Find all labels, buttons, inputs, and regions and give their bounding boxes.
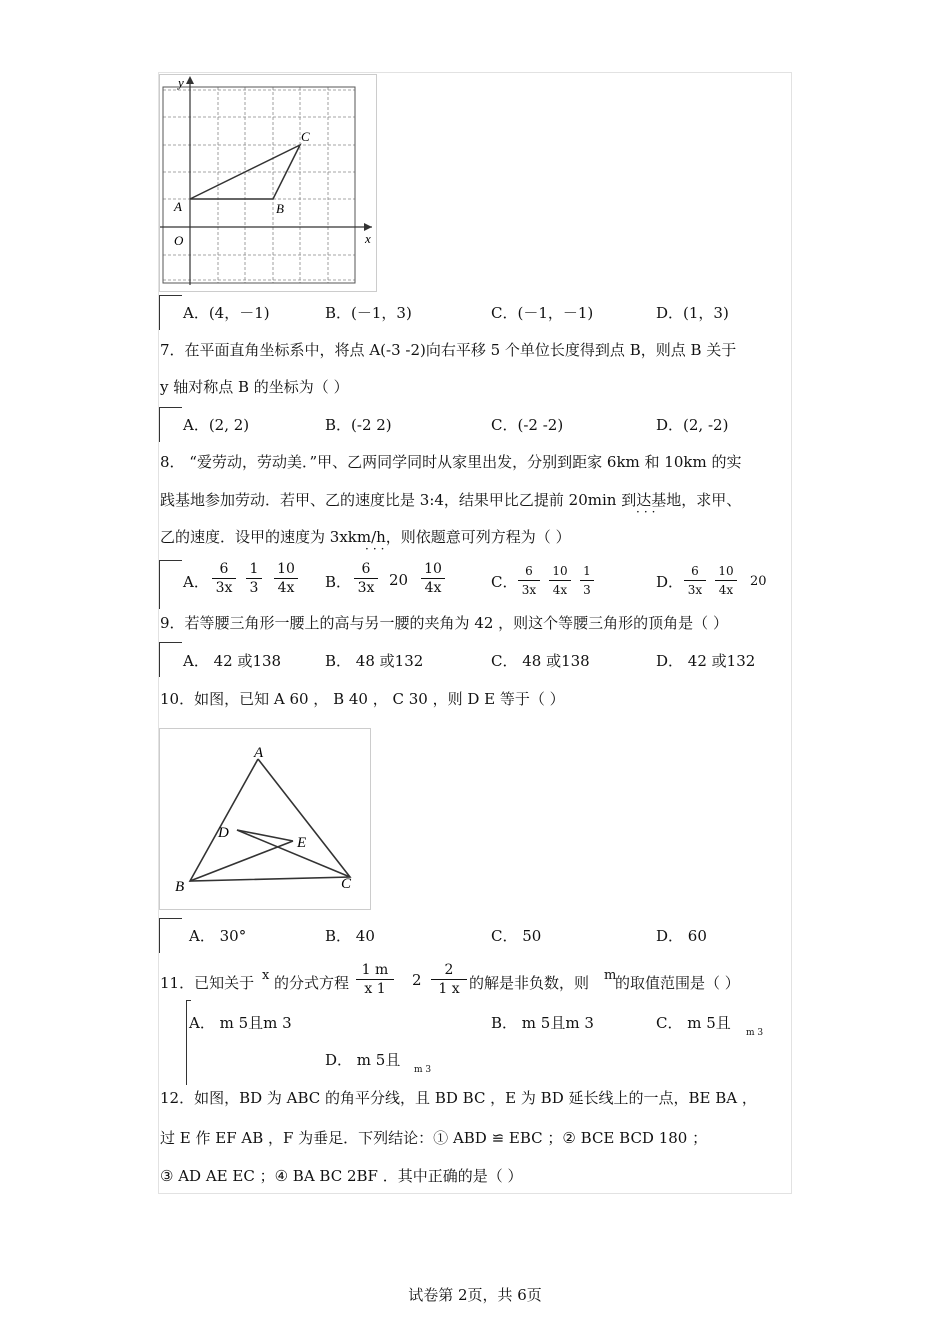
options-bracket <box>159 407 182 442</box>
q9-option-b[interactable]: B． 48 或132 <box>325 652 424 670</box>
stem-text: 的取值范围是（ ） <box>615 974 740 992</box>
fraction <box>684 563 706 598</box>
q7-option-c[interactable]: C．(-2 -2) <box>491 416 564 434</box>
vertex-a-label: A <box>254 745 264 761</box>
denominator: 4x <box>424 580 442 596</box>
fraction <box>274 561 298 596</box>
q12-stem-line3: ③ AD AE EC ；④ BA BC 2BF ．其中正确的是（ ） <box>160 1167 523 1185</box>
denominator: 3x <box>215 580 233 596</box>
options-bracket <box>159 918 182 953</box>
option-label: B． <box>325 573 352 591</box>
variable-m: m <box>604 968 617 983</box>
q12-stem-line1: 12．如图，BD 为 ABC 的角平分线，且 BD BC ，E 为 BD 延长线上的一点，BE BA ， <box>160 1089 757 1107</box>
fraction <box>246 561 262 596</box>
denominator: 4x <box>277 580 295 596</box>
fraction <box>715 563 737 598</box>
q10-option-a[interactable]: A． 30° <box>189 927 247 945</box>
fraction <box>421 561 445 596</box>
q10-option-c[interactable]: C． 50 <box>491 927 542 945</box>
q9-stem: 9．若等腰三角形一腰上的高与另一腰的夹角为 42 ，则这个等腰三角形的顶角是（ ） <box>160 614 728 632</box>
y-label: y <box>178 75 184 90</box>
option-subscript: m 3 <box>746 1028 764 1038</box>
point-c-label: C <box>301 129 310 144</box>
q7-stem-line1: 7．在平面直角坐标系中，将点 A(-3 -2)向右平移 5 个单位长度得到点 B，则点 B 关于 <box>160 341 737 359</box>
q6-option-c[interactable]: C．(－1，－1) <box>491 304 594 322</box>
constant: 20 <box>750 574 767 589</box>
options-bracket <box>159 642 182 677</box>
q6-option-b[interactable]: B．(－1，3) <box>325 304 412 322</box>
fraction <box>518 563 540 598</box>
stem-text: 的解是非负数，则 <box>469 974 590 992</box>
fraction <box>354 561 378 596</box>
page-footer: 试卷第 2页，共 6页 <box>408 1286 542 1304</box>
q7-option-d[interactable]: D．(2, -2) <box>656 416 729 434</box>
constant: 20 <box>389 571 409 589</box>
option-label: D． <box>656 573 684 591</box>
q10-stem: 10．如图，已知 A 60 ， B 40 ， C 30 ，则 D E 等于（ ） <box>160 690 565 708</box>
numerator: 6 <box>219 561 229 577</box>
numerator: 1 m <box>361 962 389 978</box>
numerator: 1 <box>249 561 259 577</box>
q9-option-c[interactable]: C． 48 或138 <box>491 652 590 670</box>
grid-svg <box>160 75 376 291</box>
q8-stem-line2: 践基地参加劳动．若甲、乙的速度比是 3:4，结果甲比乙提前 20min 到达基地，求甲、 <box>160 491 742 509</box>
triangle-figure <box>159 728 371 910</box>
option-text: C． m 5且 <box>656 1014 731 1032</box>
constant: 2 <box>412 971 422 989</box>
triangle-svg <box>160 729 370 909</box>
numerator: 10 <box>277 561 295 577</box>
q8-stem-line3: 乙的速度．设甲的速度为 3xkm/h，则依题意可列方程为（ ） <box>160 528 571 546</box>
q11-option-a[interactable]: A． m 5且m 3 <box>189 1014 292 1032</box>
q7-option-b[interactable]: B．(-2 2) <box>325 416 392 434</box>
denominator: 1 x <box>438 981 460 997</box>
denominator: 4x <box>718 583 734 597</box>
q9-option-a[interactable]: A． 42 或138 <box>183 652 282 670</box>
numerator: 10 <box>718 564 734 578</box>
denominator: 4x <box>552 583 568 597</box>
denominator: 3x <box>357 580 375 596</box>
options-bracket <box>159 295 182 330</box>
emphasis-dots: ··· <box>636 505 660 519</box>
options-bracket <box>159 560 182 609</box>
point-e-label: E <box>297 835 307 851</box>
q7-stem-line2: y 轴对称点 B 的坐标为（ ） <box>160 378 349 396</box>
numerator: 2 <box>444 962 454 978</box>
vertex-c-label: C <box>341 876 352 892</box>
denominator: 3x <box>687 583 703 597</box>
fraction <box>431 962 467 997</box>
numerator: 1 <box>583 564 591 578</box>
denominator: x 1 <box>364 981 386 997</box>
denominator: 3x <box>521 583 537 597</box>
stem-text: 11．已知关于 <box>160 974 255 992</box>
fraction <box>356 962 394 997</box>
option-label: C． <box>491 573 518 591</box>
point-d-label: D <box>218 825 229 841</box>
q12-stem-line2: 过 E 作 EF AB ，F 为垂足．下列结论：① ABD ≌ EBC ；② BCE BCD 180 ； <box>160 1129 708 1147</box>
stem-text: 的分式方程 <box>274 974 350 992</box>
numerator: 10 <box>424 561 442 577</box>
fraction <box>212 561 236 596</box>
q8-stem-line1: 8． “爱劳动，劳动美．”甲、乙两同学同时从家里出发，分别到距家 6km 和 10km 的实 <box>160 453 742 471</box>
q10-option-d[interactable]: D． 60 <box>656 927 707 945</box>
coordinate-grid-figure <box>159 74 377 292</box>
vertex-b-label: B <box>175 879 185 895</box>
option-text: D． m 5且 <box>325 1051 401 1069</box>
q10-option-b[interactable]: B． 40 <box>325 927 375 945</box>
option-subscript: m 3 <box>414 1065 432 1075</box>
fraction <box>549 563 571 598</box>
q11-option-b[interactable]: B． m 5且m 3 <box>491 1014 594 1032</box>
numerator: 6 <box>691 564 699 578</box>
q6-option-d[interactable]: D．(1，3) <box>656 304 729 322</box>
variable-x: x <box>262 968 270 983</box>
q6-option-a[interactable]: A．(4，－1) <box>183 304 270 322</box>
point-b-label: B <box>276 201 284 216</box>
denominator: 3 <box>249 580 259 596</box>
emphasis-dots: ··· <box>365 542 389 556</box>
point-a-label: A <box>174 199 182 214</box>
origin-label: O <box>174 233 184 248</box>
q9-option-d[interactable]: D． 42 或132 <box>656 652 756 670</box>
x-label: x <box>365 231 371 246</box>
option-label: A． <box>183 573 209 591</box>
denominator: 3 <box>583 583 591 597</box>
fraction <box>580 563 594 598</box>
numerator: 6 <box>361 561 371 577</box>
numerator: 6 <box>525 564 533 578</box>
q7-option-a[interactable]: A．(2, 2) <box>183 416 250 434</box>
numerator: 10 <box>552 564 568 578</box>
